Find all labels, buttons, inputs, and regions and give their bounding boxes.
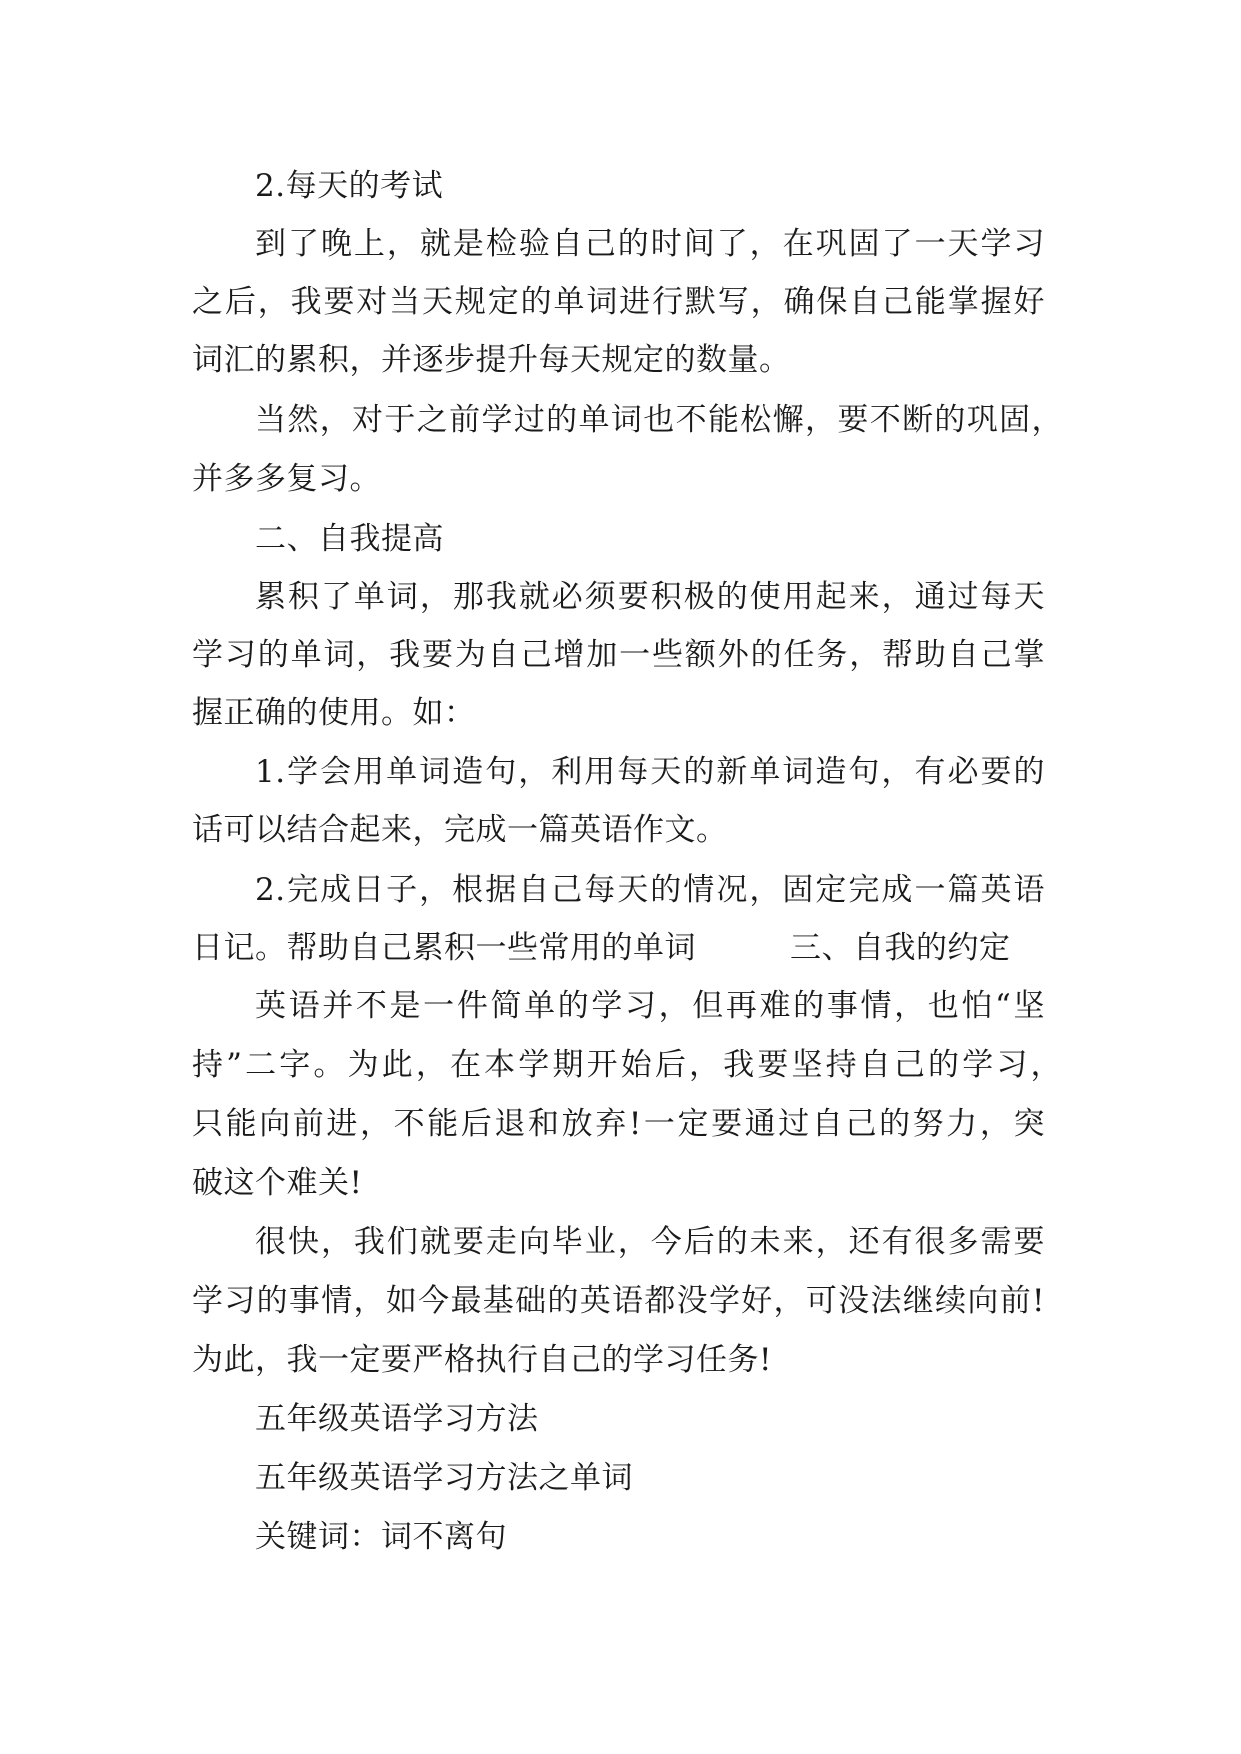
list-item-line: 1.学会用单词造句，利用每天的新单词造句，有必要的: [255, 754, 1045, 790]
subheading-daily-test: 2.每天的考试: [255, 168, 444, 204]
paragraph-line: 学习的事情，如今最基础的英语都没学好，可没法继续向前!: [192, 1283, 1045, 1319]
paragraph-line: 词汇的累积，并逐步提升每天规定的数量。: [192, 342, 791, 378]
paragraph-line: 到了晚上，就是检验自己的时间了，在巩固了一天学习: [255, 226, 1045, 262]
paragraph-line: 只能向前进，不能后退和放弃!一定要通过自己的努力，突: [192, 1106, 1045, 1142]
paragraph-line: 很快，我们就要走向毕业，今后的未来，还有很多需要: [255, 1224, 1045, 1260]
section-heading-self-improvement: 二、自我提高: [255, 521, 444, 557]
heading-grade5-english-methods: 五年级英语学习方法: [255, 1401, 539, 1437]
paragraph-line: 之后，我要对当天规定的单词进行默写，确保自己能掌握好: [192, 284, 1045, 320]
paragraph-line: 学习的单词，我要为自己增加一些额外的任务，帮助自己掌: [192, 637, 1045, 673]
list-item-line: 2.完成日子，根据自己每天的情况，固定完成一篇英语: [255, 872, 1045, 908]
paragraph-line: 持”二字。为此，在本学期开始后，我要坚持自己的学习，: [192, 1047, 1062, 1083]
paragraph-line: 英语并不是一件简单的学习，但再难的事情，也怕“坚: [255, 988, 1045, 1024]
paragraph-line: 累积了单词，那我就必须要积极的使用起来，通过每天: [255, 579, 1045, 615]
paragraph-line: 当然，对于之前学过的单词也不能松懈，要不断的巩固，: [255, 402, 1063, 438]
heading-grade5-english-vocabulary: 五年级英语学习方法之单词: [255, 1460, 633, 1496]
paragraph-line: 握正确的使用。如：: [192, 695, 476, 731]
paragraph-line: 破这个难关!: [192, 1165, 363, 1201]
keywords-line: 关键词：词不离句: [255, 1519, 507, 1555]
section-heading-self-agreement: 三、自我的约定: [790, 930, 1011, 966]
paragraph-line: 为此，我一定要严格执行自己的学习任务!: [192, 1342, 772, 1378]
paragraph-line: 并多多复习。: [192, 461, 381, 497]
list-item-line: 日记。帮助自己累积一些常用的单词: [192, 930, 696, 966]
list-item-line: 话可以结合起来，完成一篇英语作文。: [192, 812, 728, 848]
